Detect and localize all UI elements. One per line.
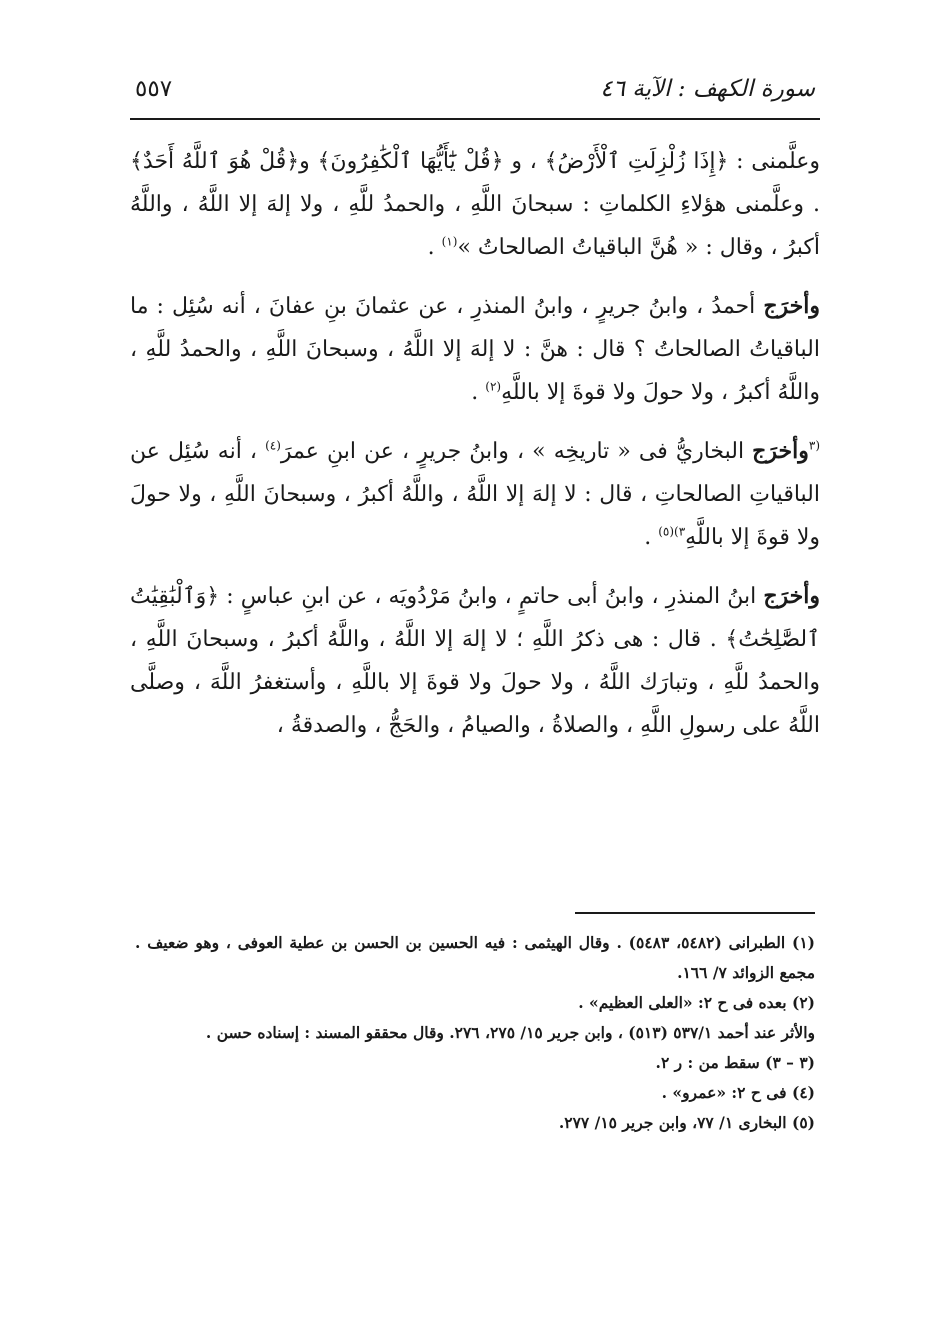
footnote-4: (٤) فى ح ٢: «عمرو» .: [661, 1083, 815, 1102]
footnote-ref: (٢): [485, 379, 502, 394]
footnote-ref: ٣)(٥): [658, 524, 686, 539]
paragraph-text: أحمدُ ، وابنُ جريرٍ ، وابنُ المنذرِ ، عن عثمانَ بنِ عفانَ ، أنه سُئِل : ما الباقياتُ الصالحاتُ ؟ قال : هنَّ : لا إلهَ إلا اللَّهُ ، وسبحانَ اللَّهِ ، والحمدُ للَّهِ ، واللَّهُ أكبرُ ، ولا حولَ ولا قوةَ إلا باللَّهِ: [130, 294, 820, 405]
footnote-rule: [575, 912, 815, 914]
paragraph-lead: وأخرَج: [763, 293, 820, 319]
footnote-ref: (١): [441, 234, 458, 249]
paragraph-text: ، أنه سُئِل عن الباقياتِ الصالحاتِ ، قال : لا إلهَ إلا اللَّهُ ، واللَّهُ أكبرُ ، وسبحانَ اللَّهِ ، ولا حولَ ولا قوةَ إلا باللَّهِ: [130, 439, 820, 550]
footnotes: [135, 928, 815, 1138]
page-number: ٥٥٧: [135, 76, 173, 102]
paragraph-end: .: [471, 380, 486, 405]
footnote-3: (٣ – ٣) سقط من : ر ٢.: [655, 1053, 815, 1072]
paragraph-3: [130, 430, 820, 559]
paragraph-1: [130, 140, 820, 269]
footnote-2-note: والأثر عند أحمد ٥٣٧/١ (٥١٣) ، وابن جرير ١٥/ ٢٧٥، ٢٧٦. وقال محققو المسند : إسناده حسن .: [205, 1023, 815, 1042]
paragraph-text: وعلَّمنى : ﴿إِذَا زُلْزِلَتِ ٱلْأَرْضُ﴾ ، و ﴿قُلْ يَٰٓأَيُّهَا ٱلْكَٰفِرُونَ﴾ و﴿قُلْ هُوَ ٱللَّهُ أَحَدٌ﴾ . وعلَّمنى هؤلاءِ الكلماتِ : سبحانَ اللَّهِ ، والحمدُ للَّهِ ، ولا إلهَ إلا اللَّهُ ، واللَّهُ أكبرُ ، وقال : « هُنَّ الباقياتُ الصالحاتُ »: [130, 149, 820, 260]
paragraph-4: [130, 575, 820, 747]
footnote-ref: (٤): [265, 438, 281, 453]
header-rule: [130, 118, 820, 120]
footnote-2: (٢) بعده فى ح ٢: «العلى العظيم» .: [578, 993, 815, 1012]
running-title: سورة الكهف : الآية ٤٦: [600, 76, 815, 102]
footnote-ref: (٣: [808, 438, 820, 453]
footnote-1: (١) الطبرانى (٥٤٨٢، ٥٤٨٣) . وقال الهيثمى : فيه الحسين بن الحسن بن عطية العوفى ، وهو ضعيف . مجمع الزوائد ٧/ ١٦٦.: [135, 933, 815, 982]
page-header: [135, 76, 815, 116]
paragraph-lead: وأخرَج: [763, 583, 820, 609]
paragraph-lead: وأخرَج: [752, 438, 809, 464]
main-text: [130, 140, 820, 763]
paragraph-text: ابنُ المنذرِ ، وابنُ أبى حاتمٍ ، وابنُ مَرْدُويَه ، عن ابنِ عباسٍ : ﴿وَٱلْبَٰقِيَٰتُ ٱلصَّٰلِحَٰتُ﴾ . قال : هى ذكرُ اللَّهِ ؛ لا إلهَ إلا اللَّهُ ، واللَّهُ أكبرُ ، وسبحانَ اللَّهِ ، والحمدُ للَّهِ ، وتبارَك اللَّهُ ، ولا حولَ ولا قوةَ إلا باللَّهِ ، وأستغفرُ اللَّهَ ، وصلَّى اللَّهُ على رسولِ اللَّهِ ، والصلاةُ ، والصيامُ ، والحَجُّ ، والصدقةُ ،: [130, 584, 820, 738]
paragraph-end: .: [644, 525, 659, 550]
paragraph-end: .: [427, 235, 442, 260]
footnote-5: (٥) البخارى ١/ ٧٧، وابن جرير ١٥/ ٢٧٧.: [558, 1113, 815, 1132]
paragraph-2: [130, 285, 820, 414]
paragraph-text: البخاريُّ فى « تاريخِه » ، وابنُ جريرٍ ، عن ابنِ عمرَ: [280, 439, 753, 464]
